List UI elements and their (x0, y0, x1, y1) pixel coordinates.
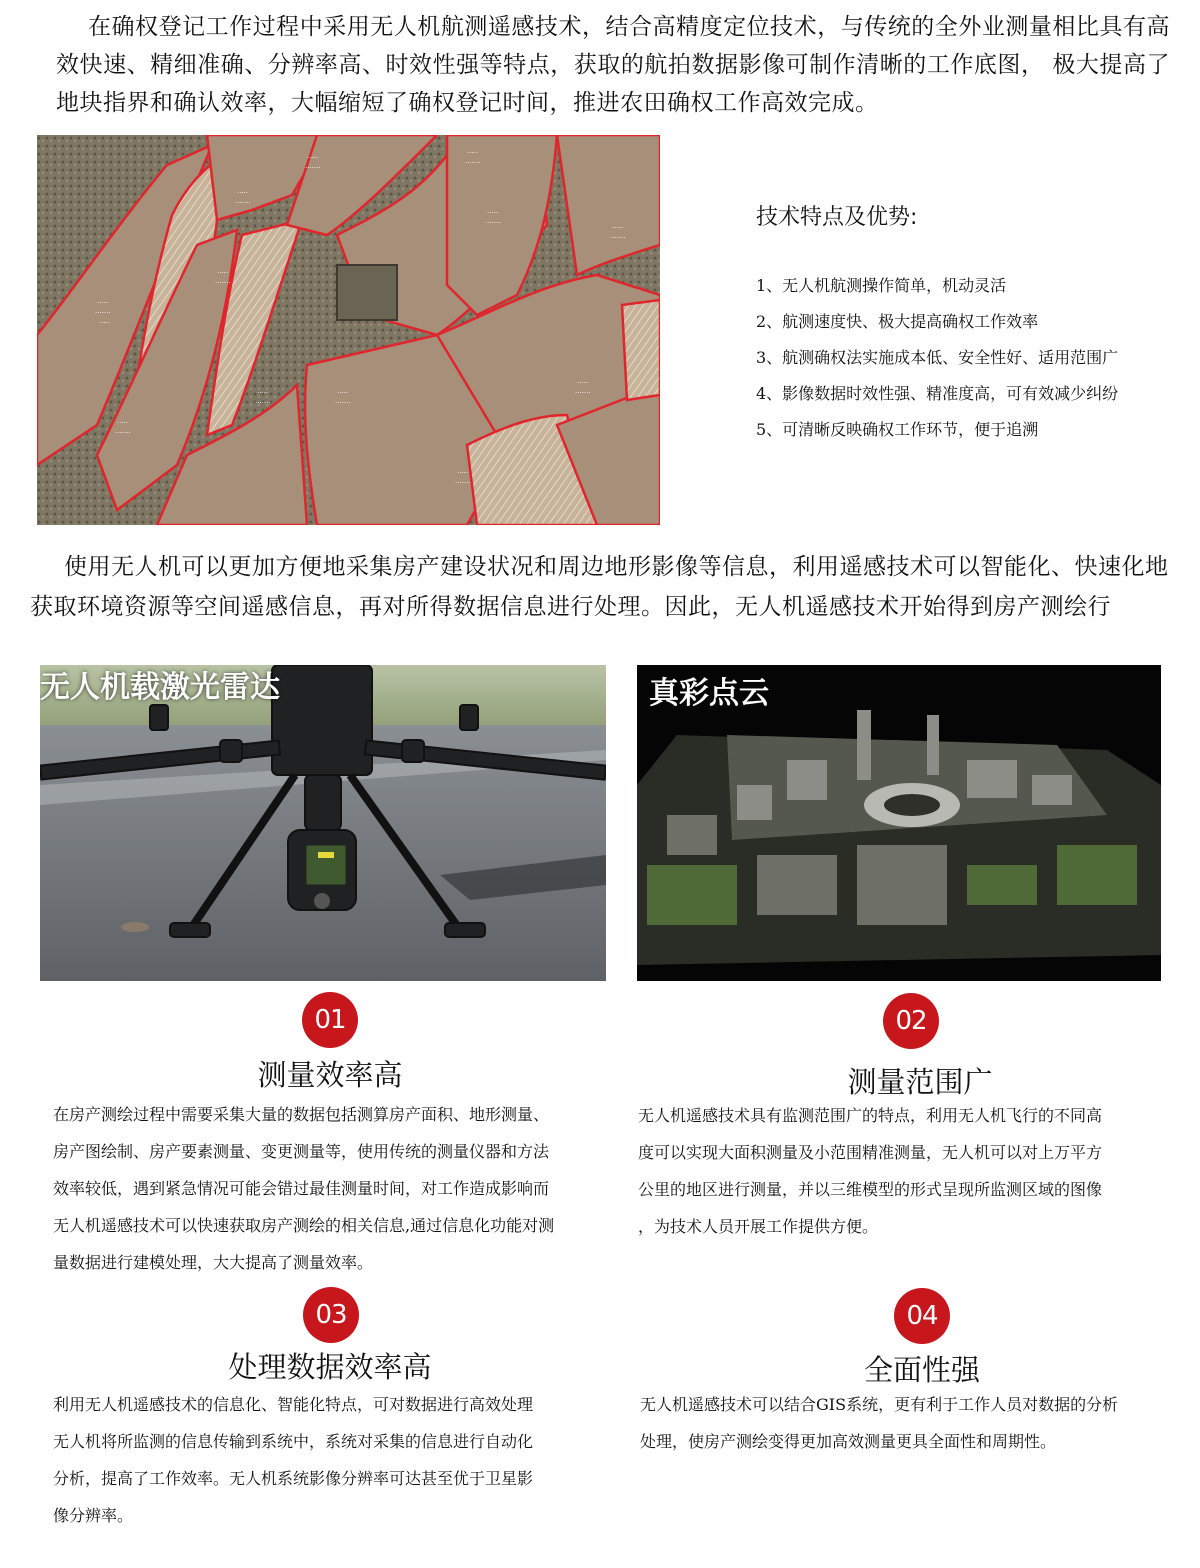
svg-text:·······: ······· (235, 199, 251, 207)
svg-text:·····: ····· (99, 319, 111, 327)
item-number-badge: 03 (303, 1287, 359, 1343)
svg-text:·······: ······· (610, 234, 626, 242)
drone-illustration (40, 665, 606, 981)
point-cloud-photo (637, 665, 1161, 981)
features-list (756, 268, 1196, 448)
svg-text:·······: ······· (455, 479, 471, 487)
intro-paragraph: 在确权登记工作过程中采用无人机航测遥感技术，结合高精度定位技术，与传统的全外业测量相比具有高效快速、精细准确、分辨率高、时效性强等特点，获取的航拍数据影像可制作清晰的工作底图， 极大提高了地块指界和确认效率，大幅缩短了确权登记时间，推进农田确权工作高效完成。 (56, 14, 1170, 116)
item-body (53, 1386, 623, 1534)
svg-text:·····: ····· (217, 269, 229, 277)
item-title: 测量效率高 (257, 1058, 403, 1092)
svg-text:·····: ····· (307, 154, 319, 162)
item-body-line: 利用无人机遥感技术的信息化、智能化特点，可对数据进行高效处理 (53, 1395, 534, 1414)
item-number-badge: 02 (883, 993, 939, 1049)
svg-text:·····: ····· (337, 389, 349, 397)
svg-text:·····: ····· (257, 389, 269, 397)
second-paragraph: 使用无人机可以更加方便地采集房产建设状况和周边地形影像等信息，利用遥感技术可以智能化、快速化地获取环境资源等空间遥感信息，再对所得数据信息进行处理。因此，无人机遥感技术开始得到房产测绘行 (30, 554, 1169, 620)
svg-text:·······: ······· (255, 399, 271, 407)
pointcloud-caption: 真彩点云 (649, 676, 769, 711)
svg-text:·······: ······· (335, 399, 351, 407)
item-body-line: 无人机遥感技术具有监测范围广的特点，利用无人机飞行的不同高 (638, 1106, 1103, 1125)
item-number-badge: 04 (894, 1288, 950, 1344)
svg-text:·······: ······· (465, 159, 481, 167)
item-body (640, 1386, 1185, 1460)
svg-text:·····: ····· (117, 419, 129, 427)
item-body (638, 1097, 1168, 1245)
svg-text:·····: ····· (237, 189, 249, 197)
item-body-line: 无人机将所监测的信息传输到系统中，系统对采集的信息进行自动化 (53, 1432, 534, 1451)
svg-text:·······: ······· (95, 309, 111, 317)
svg-text:·····: ····· (487, 209, 499, 217)
feature-item: 1、无人机航测操作简单，机动灵活 (756, 276, 1007, 295)
features-title: 技术特点及优势: (756, 205, 918, 230)
feature-item: 5、可清晰反映确权工作环节，便于追溯 (756, 420, 1039, 439)
svg-text:·····: ····· (577, 379, 589, 387)
item-title: 处理数据效率高 (228, 1350, 432, 1384)
svg-text:·····: ····· (97, 299, 109, 307)
svg-text:·······: ······· (215, 279, 231, 287)
item-body-line: 效率较低，遇到紧急情况可能会错过最佳测量时间，对工作造成影响而 (53, 1179, 550, 1198)
item-body-line: 在房产测绘过程中需要采集大量的数据包括测算房产面积、地形测量、 (53, 1105, 550, 1124)
feature-item: 3、航测确权法实施成本低、安全性好、适用范围广 (756, 348, 1119, 367)
item-body-line: 分析，提高了工作效率。无人机系统影像分辨率可达甚至优于卫星影 (53, 1469, 534, 1488)
svg-text:·····: ····· (457, 469, 469, 477)
feature-item: 2、航测速度快、极大提高确权工作效率 (756, 312, 1039, 331)
item-body-line: ，为技术人员开展工作提供方便。 (638, 1217, 879, 1236)
drone-lidar-photo (40, 665, 606, 981)
svg-text:·······: ······· (115, 429, 131, 437)
svg-text:·······: ······· (305, 164, 321, 172)
item-body-line: 无人机遥感技术可以结合GIS系统，更有利于工作人员对数据的分析 (640, 1395, 1119, 1414)
item-body-line: 公里的地区进行测量，并以三维模型的形式呈现所监测区域的图像 (638, 1180, 1103, 1199)
item-body-line: 像分辨率。 (53, 1506, 134, 1525)
item-body (53, 1096, 623, 1281)
svg-text:·····: ····· (612, 224, 624, 232)
item-title: 测量范围广 (847, 1065, 993, 1099)
svg-text:·······: ······· (575, 389, 591, 397)
point-cloud-illustration (637, 665, 1161, 981)
cadastral-aerial-map (37, 135, 660, 525)
item-title: 全面性强 (863, 1353, 980, 1387)
item-body-line: 量数据进行建模处理，大大提高了测量效率。 (53, 1253, 374, 1272)
item-body-line: 处理，使房产测绘变得更加高效测量更具全面性和周期性。 (640, 1432, 1057, 1451)
item-body-line: 度可以实现大面积测量及小范围精准测量，无人机可以对上万平方 (638, 1143, 1103, 1162)
lidar-caption: 无人机载激光雷达 (40, 670, 280, 705)
item-body-line: 房产图绘制、房产要素测量、变更测量等，使用传统的测量仪器和方法 (53, 1142, 550, 1161)
item-body-line: 无人机遥感技术可以快速获取房产测绘的相关信息,通过信息化功能对测 (53, 1216, 555, 1235)
feature-item: 4、影像数据时效性强、精准度高，可有效减少纠纷 (756, 384, 1119, 403)
item-number-badge: 01 (302, 992, 358, 1048)
svg-text:·····: ····· (467, 149, 479, 157)
svg-text:·······: ······· (485, 219, 501, 227)
map-graphic (37, 135, 660, 525)
